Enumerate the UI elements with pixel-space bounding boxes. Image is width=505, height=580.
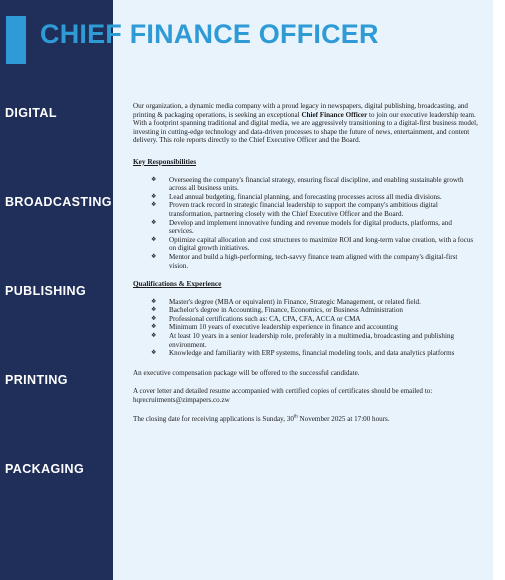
diamond-bullet-icon: ❖ bbox=[151, 315, 157, 322]
list-item-text: Proven track record in strategic financial leadership to support the company's ambitious digital transformation, partnering closely with the Chief Executive Officer and the Board. bbox=[169, 201, 438, 218]
diamond-bullet-icon: ❖ bbox=[151, 219, 157, 226]
list-item bbox=[151, 175, 478, 193]
category-sidebar bbox=[0, 0, 113, 580]
application-instructions: A cover letter and detailed resume accompanied with certified copies of certificates should be emailed to: hqrecruitments@zimpapers.co.zw bbox=[133, 387, 433, 405]
list-item bbox=[151, 235, 478, 253]
list-item-text: Knowledge and familiarity with ERP systems, financial modeling tools, and data analytics platforms bbox=[169, 349, 455, 358]
diamond-bullet-icon: ❖ bbox=[151, 253, 157, 260]
sidebar-item-packaging: PACKAGING bbox=[5, 462, 85, 476]
list-item-text: Master's degree (MBA or equivalent) in Finance, Strategic Management, or related field. bbox=[169, 297, 421, 306]
diamond-bullet-icon: ❖ bbox=[151, 350, 157, 357]
closing-text-end: November 2025 at 17:00 hours. bbox=[297, 414, 390, 423]
list-item bbox=[151, 332, 478, 349]
list-item bbox=[151, 218, 478, 236]
list-item-text: Minimum 10 years of executive leadership experience in finance and accounting bbox=[169, 323, 398, 332]
list-item bbox=[151, 252, 478, 270]
responsibilities-list bbox=[133, 176, 478, 271]
diamond-bullet-icon: ❖ bbox=[151, 202, 157, 209]
intro-paragraph bbox=[133, 102, 478, 145]
list-item bbox=[151, 201, 478, 218]
page-title: CHIEF FINANCE OFFICER bbox=[40, 19, 379, 49]
sidebar-item-broadcasting: BROADCASTING bbox=[5, 195, 112, 209]
intro-text-start: Our organization, a dynamic media company with a proud legacy in newspapers, digital publishing, broadcasting, and printing & packaging operations, is seeking an exceptional bbox=[133, 102, 468, 119]
list-item-text: Develop and implement innovative funding and revenue models for digital products, platforms, and services. bbox=[169, 218, 452, 236]
role-name: Chief Finance Officer bbox=[301, 110, 368, 119]
list-item-text: Overseeing the company's financial strategy, ensuring fiscal discipline, and enabling sustainable growth across all business units. bbox=[169, 175, 464, 193]
list-item bbox=[151, 349, 478, 358]
list-item-text: Lead annual budgeting, financial planning, and forecasting processes across all media divisions. bbox=[169, 192, 442, 201]
closing-text-start: The closing date for receiving applications is Sunday, 30 bbox=[133, 414, 294, 423]
list-item bbox=[151, 297, 478, 307]
sidebar-item-printing: PRINTING bbox=[5, 373, 68, 387]
job-description bbox=[133, 102, 478, 423]
list-item-text: Mentor and build a high-performing, tech-savvy finance team aligned with the company's digital-first vision. bbox=[169, 252, 458, 270]
closing-date-note bbox=[133, 415, 478, 424]
diamond-bullet-icon: ❖ bbox=[151, 307, 157, 314]
diamond-bullet-icon: ❖ bbox=[151, 193, 157, 200]
responsibilities-heading: Key Responsibilities bbox=[133, 156, 197, 166]
intro-text-end: to join our executive leadership team. With a footprint spanning traditional and digital media, we are aggressively transitioning to a digital-first business model, investing in cutting-edge technology and data-driven processes to shape the future of news, entertainment, and content delivery. This role reports directly to the Chief Executive Officer and the Board. bbox=[133, 110, 478, 145]
qualifications-list bbox=[133, 298, 478, 358]
list-item-text: Bachelor's degree in Accounting, Finance, Economics, or Business Administration bbox=[169, 306, 403, 315]
list-item bbox=[151, 192, 478, 202]
sidebar-item-publishing: PUBLISHING bbox=[5, 284, 87, 298]
diamond-bullet-icon: ❖ bbox=[151, 298, 157, 305]
list-item-text: Optimize capital allocation and cost structures to maximize ROI and long-term value creation, with a focus on digital growth initiatives. bbox=[169, 235, 474, 253]
list-item-text: Professional certifications such as: CA, CPA, CFA, ACCA or CMA bbox=[169, 314, 361, 323]
diamond-bullet-icon: ❖ bbox=[151, 236, 157, 243]
ordinal-suffix: th bbox=[293, 414, 298, 420]
accent-bar bbox=[6, 16, 26, 64]
diamond-bullet-icon: ❖ bbox=[151, 333, 157, 340]
list-item bbox=[151, 323, 478, 332]
list-item-text: At least 10 years in a senior leadership role, preferably in a multimedia, broadcasting and publishing environment. bbox=[169, 332, 455, 349]
list-item bbox=[151, 314, 478, 324]
sidebar-item-digital: DIGITAL bbox=[5, 106, 57, 120]
qualifications-heading: Qualifications & Experience bbox=[133, 279, 222, 289]
diamond-bullet-icon: ❖ bbox=[151, 324, 157, 331]
compensation-note: An executive compensation package will be offered to the successful candidate. bbox=[133, 368, 360, 377]
diamond-bullet-icon: ❖ bbox=[151, 176, 157, 183]
right-margin bbox=[493, 0, 505, 580]
list-item bbox=[151, 306, 478, 315]
